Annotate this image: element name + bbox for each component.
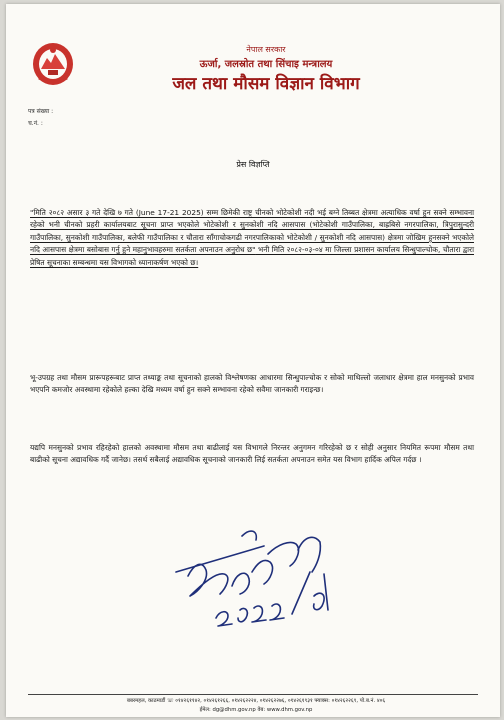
footer-divider (28, 694, 478, 695)
handwritten-signature (146, 514, 346, 654)
letter-number-label: पत्र संख्या : (28, 108, 54, 115)
paragraph-2: भू-उपग्रह तथा मौसम प्रारूपहरूबाट प्राप्त तथ्याङ्क तथा सूचनाको हालको विश्लेषणका आधारमा सिन्धुपाल्चोक र सोको माथिल्लो जलाधार क्षेत्रमा हाल मनसुनको प्रभाव भएपनि कमजोर अवस्थामा रहेकोले हल्का देखि मध्यम वर्षा हुन सक्ने सम्भावना रहेको सवैमा जानकारी गराइन्छ। (30, 373, 474, 395)
header-ministry: ऊर्जा, जलस्रोत तथा सिंचाइ मन्त्रालय (199, 59, 333, 70)
footer-address: बबरमहल, काठमाडौं ☏ ०१४२६११४२, ०१४२६१२६६, ०१४२६२२२४, ०१४२६२२७६, ०१४२६१९३१ फ्याक्स: ०१४२६२२६९, पो.ब.नं. ४०६ (126, 698, 386, 704)
dispatch-number-label: च.नं. : (28, 120, 43, 127)
header-government: नेपाल सरकार (246, 45, 286, 54)
document-title: प्रेस विज्ञप्ति (236, 160, 270, 169)
paragraph-1 (30, 207, 474, 269)
paragraph-1-tail: भनी मिति २०८२-०३-०४ मा जिल्ला प्रशासन कार्यालय सिन्धुपाल्चोक, चौतारा द्वारा प्रेषित सूचनाका सम्बन्धमा यस विभागको ध्यानाकर्षण भएको छ। (30, 245, 474, 267)
reference-block (28, 106, 53, 130)
header-department: जल तथा मौसम विज्ञान विभाग (172, 74, 360, 94)
paragraph-3: यद्यपि मनसुनको प्रभाव रहिरहेको हालको अवस्थामा मौसम तथा बाढीलाई यस विभागले निरन्तर अनुगमन गरिरहेको छ र सोही अनुसार नियमित रूपमा मौसम तथा बाढीको सूचना अद्यावधिक गर्दै जानेछ। तसर्थ सबैलाई अद्यावधिक सूचनाको जानकारी लिई सतर्कता अपनाउन समेत यस विभाग हार्दिक अपिल गर्दछ । (30, 443, 474, 465)
footer-contact: ईमेल: dg@dhm.gov.np वेब: www.dhm.gov.np (199, 707, 313, 713)
letter-page (6, 4, 500, 717)
paragraph-1-quoted-notice: "मिति २०८२ असार ३ गते देखि ७ गते (June 17-21 2025) सम्म छिमेकी राष्ट्र चीनको भोटेकोशी नदी भई बग्ने तिब्बत क्षेत्रमा अत्याधिक वर्षा हुन सक्ने सम्भावना रहेको भनी चीनको प्रहरी कार्यालयबाट सूचना प्राप्त भएकोले भोटेकोशी र सुनकोशी नदि आसपास (भोटेकोशी गाउँपालिका, बाह्रबिसे नगरपालिका, त्रिपुरासुन्दरी गाउँपालिका, सुनकोशी गाउँपालिका, बलेफी गाउँपालिका र चौतारा साँगाचोकगढी नगरपालिकाको भोटेकोशी / सुनकोशी नदि आसपास) क्षेत्रमा जोखिम हुनसक्ने भएकोले नदि आसपास क्षेत्रमा बसोबास गर्नु हुने महानुभावहरुमा सतर्कता अपनाउन अनुरोध छ" (30, 208, 474, 255)
government-emblem-icon (31, 38, 75, 88)
